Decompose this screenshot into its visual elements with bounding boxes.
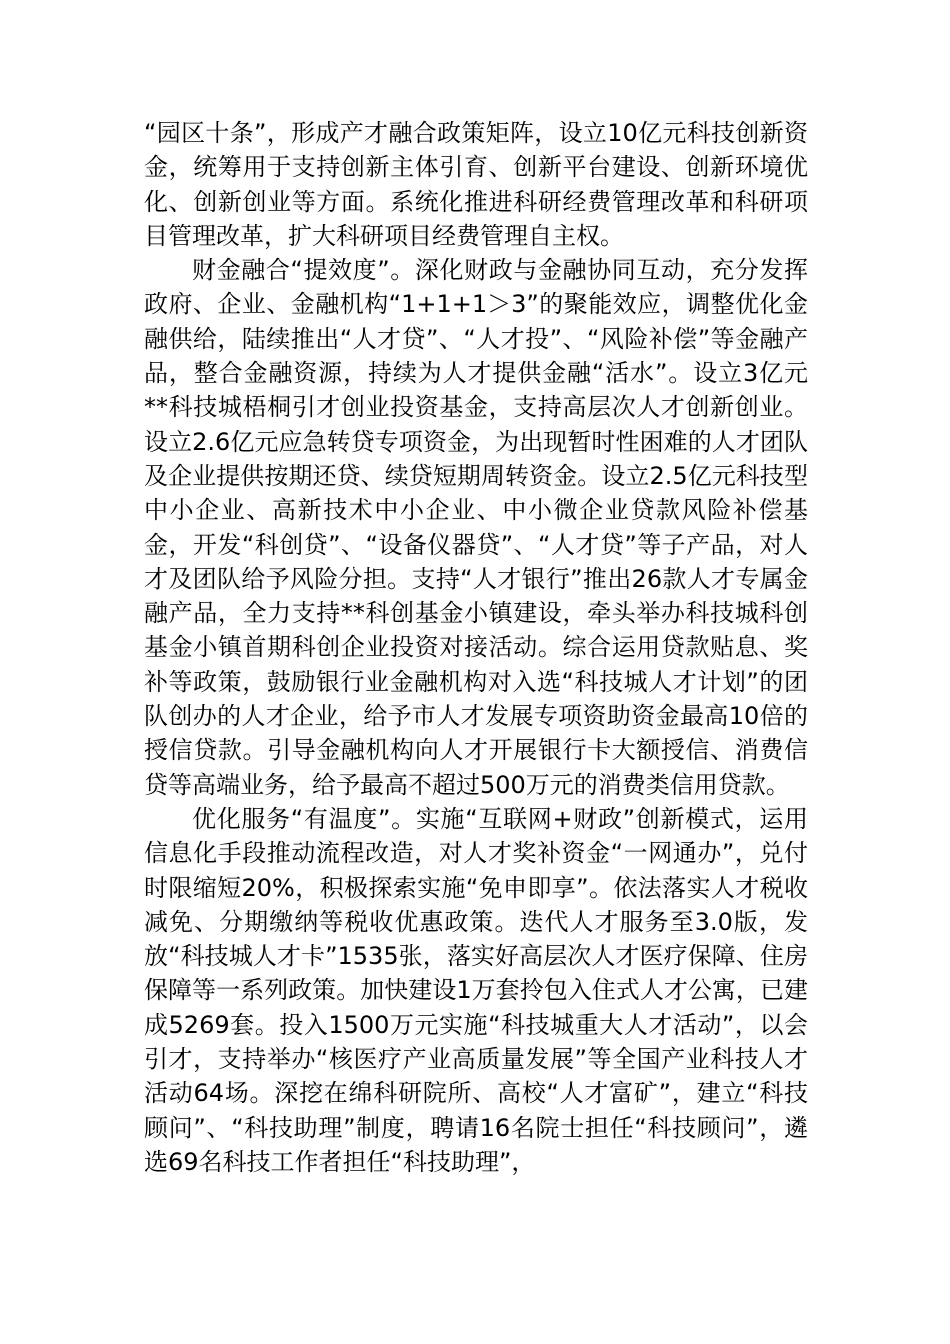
paragraph: 优化服务“有温度”。实施“互联网+财政”创新模式，运用信息化手段推动流程改造，对人才奖补资金“一网通办”，兑付时限缩短20%，积极探索实施“免申即享”。依法落实人才税收减免、分期缴纳等税收优惠政策。迭代人才服务至3.0版，发放“科技城人才卡”1535张，落实好高层次人才医疗保障、住房保障等一系列政策。加快建设1万套拎包入住式人才公寓，已建成5269套。投入1500万元实施“科技城重大人才活动”，以会引才，支持举办“核医疗产业高质量发展”等全国产业科技人才活动64场。深挖在绵科研院所、高校“人才富矿”，建立“科技顾问”、“科技助理”制度，聘请16名院士担任“科技顾问”，遴选69名科技工作者担任“科技助理”，: [144, 804, 808, 1176]
paragraph: “园区十条”，形成产才融合政策矩阵，设立10亿元科技创新资金，统筹用于支持创新主体引育、创新平台建设、创新环境优化、创新创业等方面。系统化推进科研经费管理改革和科研项目管理改革，扩大科研项目经费管理自主权。: [144, 119, 808, 250]
document-body: [144, 116, 808, 1179]
paragraph: 财金融合“提效度”。深化财政与金融协同互动，充分发挥政府、企业、金融机构“1+1+1＞3”的聚能效应，调整优化金融供给，陆续推出“人才贷”、“人才投”、“风险补偿”等金融产品，整合金融资源，持续为人才提供金融“活水”。设立3亿元**科技城梧桐引才创业投资基金，支持高层次人才创新创业。设立2.6亿元应急转贷专项资金，为出现暂时性困难的人才团队及企业提供按期还贷、续贷短期周转资金。设立2.5亿元科技型中小企业、高新技术中小企业、中小微企业贷款风险补偿基金，开发“科创贷”、“设备仪器贷”、“人才贷”等子产品，对人才及团队给予风险分担。支持“人才银行”推出26款人才专属金融产品，全力支持**科创基金小镇建设，牵头举办科技城科创基金小镇首期科创企业投资对接活动。综合运用贷款贴息、奖补等政策，鼓励银行业金融机构对入选“科技城人才计划”的团队创办的人才企业，给予市人才发展专项资助资金最高10倍的授信贷款。引导金融机构向人才开展银行卡大额授信、消费信贷等高端业务，给予最高不超过500万元的消费类信用贷款。: [144, 256, 808, 799]
